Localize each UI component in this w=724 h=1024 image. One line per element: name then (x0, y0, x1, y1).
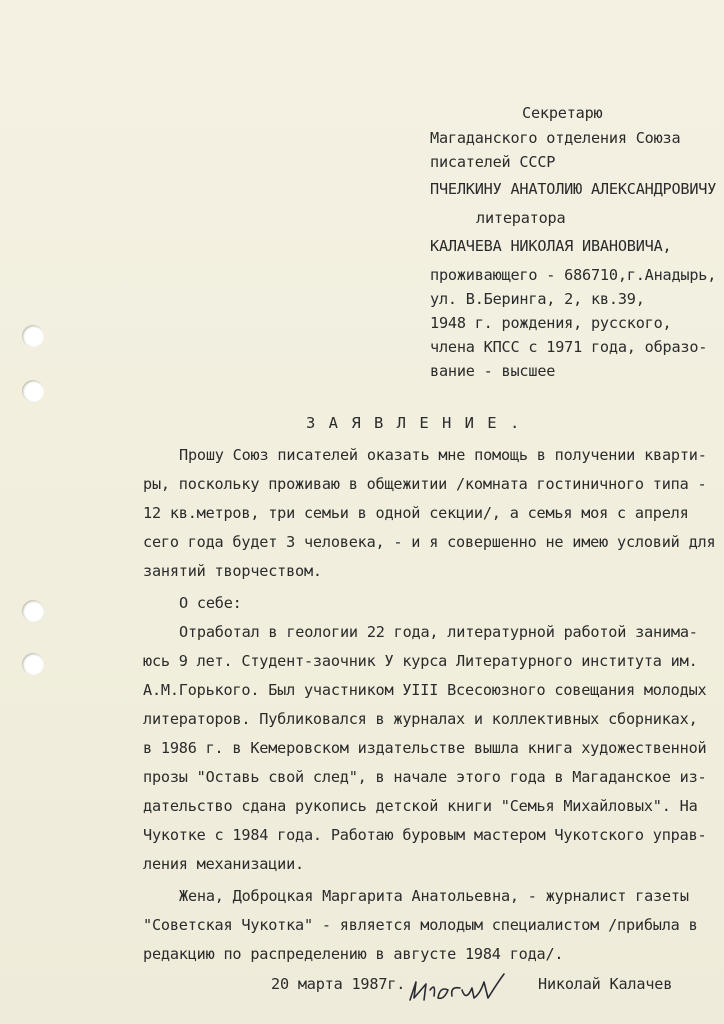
document-title: З А Я В Л Е Н И Е . (306, 414, 522, 432)
addressee-line2: Магаданского отделения Союза (430, 129, 681, 147)
paragraph-line: дательство сдана рукопись детской книги "Семья Михайловых". На (143, 797, 698, 815)
sender-detail: проживающего - 686710,г.Анадырь, (430, 266, 717, 284)
paragraph-line: занятий творчеством. (143, 562, 322, 580)
sender-detail: ул. В.Беринга, 2, кв.39, (430, 290, 645, 308)
punch-hole (22, 653, 44, 675)
paragraph-line: ры, поскольку проживаю в общежитии /комната гостиничного типа - (143, 475, 707, 493)
paragraph-line: Прошу Союз писателей оказать мне помощь в получении кварти- (179, 446, 707, 464)
paragraph-line: А.М.Горького. Был участником УIII Всесоюзного совещания молодых (143, 681, 707, 699)
sender-detail: вание - высшее (430, 362, 556, 380)
punch-hole (22, 600, 44, 622)
paragraph-line: в 1986 г. в Кемеровском издательстве вышла книга художественной (143, 739, 707, 757)
date: 20 марта 1987г. (271, 975, 406, 993)
paragraph-line: прозы "Оставь свой след", в начале этого года в Магаданское из- (143, 768, 707, 786)
addressee-line3: писателей СССР (430, 153, 556, 171)
paragraph-line: Жена, Доброцкая Маргарита Анатольевна, - журналист газеты (179, 887, 689, 905)
paragraph-line: Отработал в геологии 22 года, литературной работой занима- (179, 623, 698, 641)
sender-detail: члена КПСС с 1971 года, образо- (430, 338, 708, 356)
signer-name: Николай Калачев (538, 975, 673, 993)
about-heading: О себе: (179, 594, 242, 612)
sender-name: КАЛАЧЕВА НИКОЛАЯ ИВАНОВИЧА, (430, 237, 672, 255)
paragraph-line: юсь 9 лет. Студент-заочник У курса Литературного института им. (143, 652, 698, 670)
punch-hole (22, 380, 44, 402)
paragraph-line: 12 кв.метров, три семьи в одной секции/, а семья моя с апреля (143, 504, 689, 522)
punch-hole (22, 325, 44, 347)
signature (404, 968, 514, 1010)
sender-role: литератора (476, 209, 566, 227)
addressee-name: ПЧЕЛКИНУ АНАТОЛИЮ АЛЕКСАНДРОВИЧУ (430, 180, 717, 198)
addressee-line1: Секретарю (522, 104, 603, 122)
paragraph-line: литераторов. Публиковался в журналах и коллективных сборниках, (143, 710, 698, 728)
paragraph-line: ления механизации. (143, 855, 304, 873)
sender-detail: 1948 г. рождения, русского, (430, 314, 672, 332)
paragraph-line: "Советская Чукотка" - является молодым специалистом /прибыла в (143, 916, 698, 934)
paragraph-line: редакцию по распределению в августе 1984 года/. (143, 945, 564, 963)
paragraph-line: Чукотке с 1984 года. Работаю буровым мастером Чукотского управ- (143, 826, 707, 844)
paragraph-line: сего года будет 3 человека, - и я совершенно не имею условий для (143, 533, 716, 551)
